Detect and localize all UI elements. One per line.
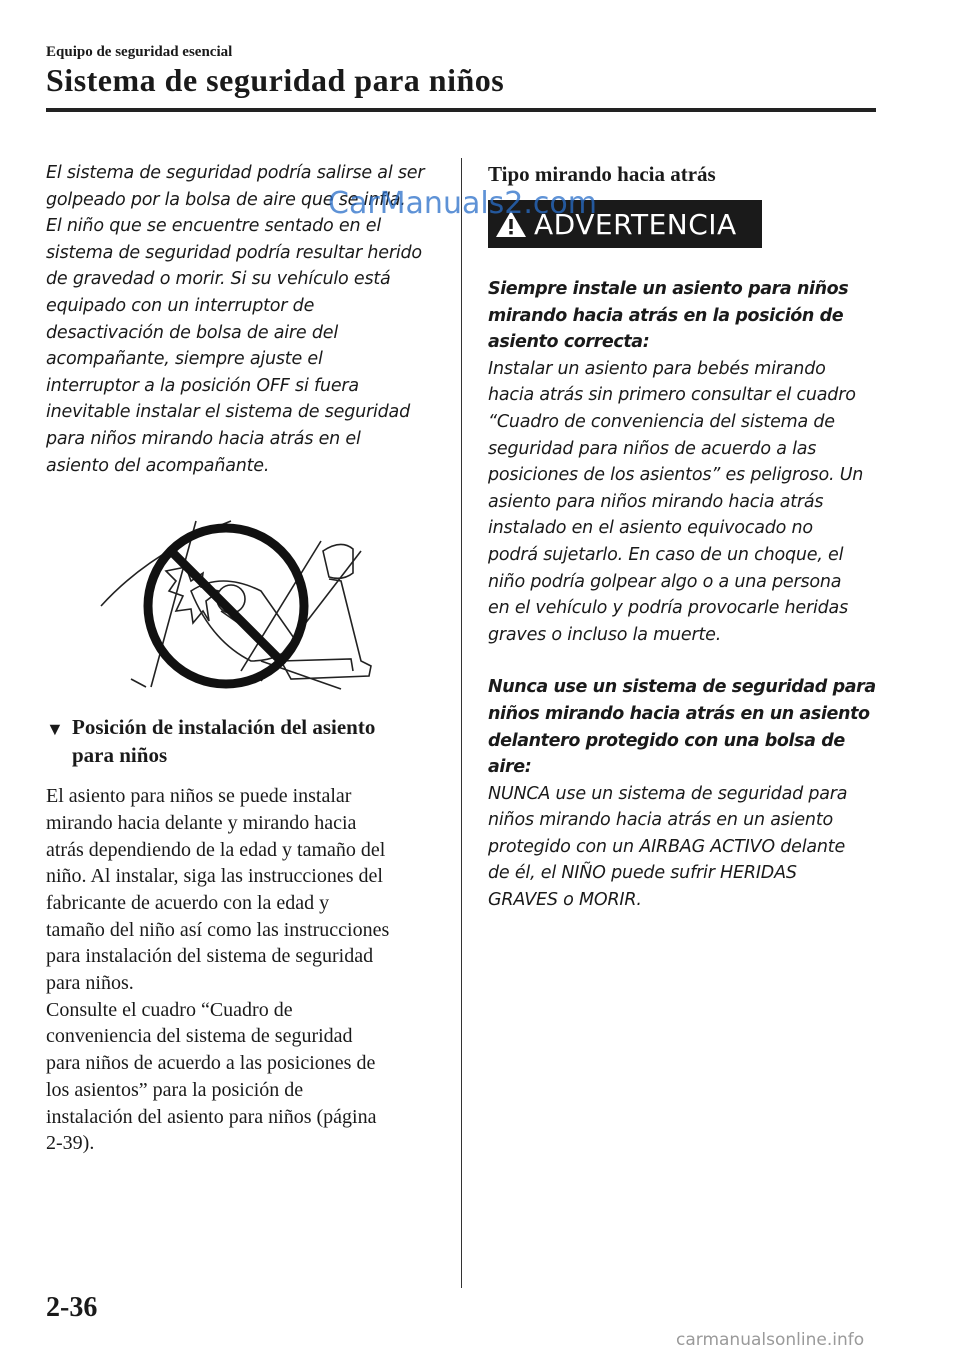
text-line: conveniencia del sistema de seguridad [46, 1025, 353, 1048]
text-line: equipado con un interruptor de [46, 295, 315, 316]
text-line: interruptor a la posición OFF si fuera [46, 375, 359, 396]
text-line: graves o incluso la muerte. [488, 624, 722, 645]
floor-line [131, 679, 146, 687]
warning-2 [488, 674, 888, 913]
left-column [46, 160, 438, 1157]
text-line: Consulte el cuadro “Cuadro de [46, 998, 293, 1021]
text-line: para instalación del sistema de seguridad [46, 945, 374, 968]
text-line: niño podría golpear algo o a una persona [488, 571, 842, 592]
seat-cushion [281, 659, 353, 671]
text-line: inevitable instalar el sistema de seguridad [46, 402, 410, 423]
warning-1-title [488, 276, 888, 356]
text-line: en el vehículo y podría provocarle heridas [488, 598, 848, 619]
text-line: fabricante de acuerdo con la edad y [46, 891, 330, 914]
heading-line: para niños [72, 743, 168, 768]
warning-label: ADVERTENCIA [534, 207, 737, 241]
airbag-child-seat-illustration [46, 511, 438, 691]
pillar-line-2 [241, 541, 321, 671]
watermark-top: CarManuals2.com [328, 186, 598, 221]
warning-1-body [488, 356, 888, 649]
text-line: podrá sujetarlo. En caso de un choque, el [488, 544, 844, 565]
page-title: Sistema de seguridad para niños [46, 62, 505, 98]
text-line: desactivación de bolsa de aire del [46, 322, 338, 343]
text-line: para niños mirando hacia atrás en el [46, 428, 361, 449]
warning-2-title [488, 674, 888, 780]
subsection-heading: Tipo mirando hacia atrás [488, 162, 716, 186]
text-line: asiento del acompañante. [46, 455, 270, 476]
text-line: instalado en el asiento equivocado no [488, 518, 813, 539]
text-line: Nunca use un sistema de seguridad para [488, 677, 876, 698]
text-line: Instalar un asiento para bebés mirando [488, 358, 826, 379]
text-line: posiciones de los asientos” es peligroso. Un [488, 465, 864, 486]
warning-2-body [488, 781, 888, 914]
section-heading [46, 713, 438, 769]
text-line: El niño que se encuentre sentado en el [46, 216, 381, 237]
text-line: para niños de acuerdo a las posiciones de [46, 1052, 376, 1075]
seat-back [281, 579, 371, 679]
text-line: “Cuadro de conveniencia del sistema de [488, 411, 835, 432]
text-line: niño. Al instalar, siga las instrucciones del [46, 865, 383, 888]
text-line: los asientos” para la posición de [46, 1078, 304, 1101]
text-line: El asiento para niños se puede instalar [46, 785, 352, 808]
text-line: hacia atrás sin primero consultar el cuadro [488, 385, 856, 406]
text-line: de gravedad o morir. Si su vehículo está [46, 269, 391, 290]
text-line: niños mirando hacia atrás en un asiento [488, 810, 833, 831]
text-line: sistema de seguridad podría resultar herido [46, 242, 422, 263]
text-line: golpeado por la bolsa de aire que se infla. [46, 189, 406, 210]
text-line: de él, el NIÑO puede sufrir HERIDAS [488, 863, 797, 884]
text-line: instalación del asiento para niños (página [46, 1105, 377, 1128]
text-line: atrás dependiendo de la edad y tamaño del [46, 838, 386, 861]
text-line: 2-39). [46, 1132, 95, 1155]
installation-paragraph [46, 783, 438, 1157]
triangle-down-icon: ▼ [46, 719, 64, 740]
text-line: GRAVES o MORIR. [488, 890, 642, 911]
column-divider [461, 158, 462, 1288]
text-line: mirando hacia atrás en la posición de [488, 305, 844, 326]
text-line: El sistema de seguridad podría salirse al ser [46, 163, 425, 183]
warning-1 [488, 276, 888, 648]
text-line: mirando hacia delante y mirando hacia [46, 811, 357, 834]
text-line: delantero protegido con una bolsa de aire: [488, 730, 845, 778]
text-line: NUNCA use un sistema de seguridad para [488, 783, 848, 804]
heading-line: Posición de instalación del asiento [72, 715, 376, 740]
header-rule [46, 108, 876, 112]
text-line: Siempre instale un asiento para niños [488, 279, 849, 299]
text-line: acompañante, siempre ajuste el [46, 349, 323, 370]
watermark-bottom: carmanualsonline.info [676, 1330, 865, 1350]
text-line: asiento correcta: [488, 332, 650, 353]
text-line: para niños. [46, 972, 134, 995]
illustration-svg [91, 511, 381, 691]
text-line: protegido con un AIRBAG ACTIVO delante [488, 836, 846, 857]
right-column [488, 160, 888, 914]
text-line: asiento para niños mirando hacia atrás [488, 491, 824, 512]
text-line: seguridad para niños de acuerdo a las [488, 438, 817, 459]
text-line: niños mirando hacia atrás en un asiento [488, 703, 870, 724]
headrest [323, 545, 353, 579]
section-label: Equipo de seguridad esencial [46, 44, 233, 60]
page-number: 2-36 [46, 1292, 98, 1323]
text-line: tamaño del niño así como las instrucciones [46, 918, 390, 941]
